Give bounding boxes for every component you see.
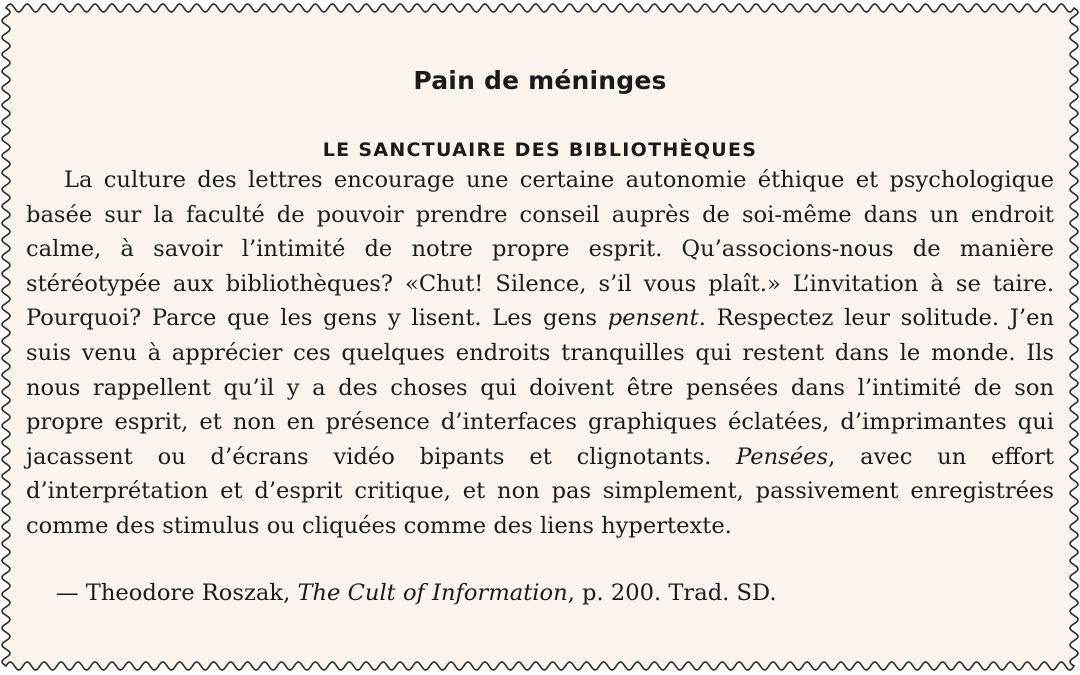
attribution-page: , p. 200. Trad. SD. [567, 579, 777, 606]
paragraph-part-1: La culture des lettres encourage une certaine autonomie éthique et psychologique basée sur la faculté de pouvoir prendre conseil auprès de soi-même dans un endroit calme, à savoir l’intimité de notre propre esprit. Qu’associons-nous de manière stéréotypée aux bibliothèques? «Chut! Silence, s’il vous plaît.» L’invitation à se taire. Pourquoi? Parce que les gens y lisent. Les gens [26, 167, 1054, 332]
body-paragraph [26, 163, 1054, 544]
paragraph-part-2: . Respectez leur solitude. J’en suis venu à apprécier ces quelques endroits tranquilles qui restent dans le monde. Ils nous rappellent qu’il y a des choses qui doivent être pensées dans l’intimité de son propre esprit, et non en présence d’interfaces graphiques éclatées, d’imprimantes qui jacassent ou d’écrans vidéo bipants et clignotants. [26, 305, 1054, 470]
box-title: Pain de méninges [413, 66, 667, 95]
section-heading: LE SANCTUAIRE DES BIBLIOTHÈQUES [322, 139, 758, 161]
attribution [56, 580, 1054, 606]
attribution-author: — Theodore Roszak, [56, 579, 298, 606]
attribution-work-title: The Cult of Information [297, 579, 568, 606]
emphasis-pensent: pensent [607, 305, 699, 332]
emphasis-pensees: Pensées [736, 443, 829, 470]
paragraph-part-3: , avec un effort d’interprétation et d’esprit critique, et non pas simplement, passivement enregistrées comme des stimulus ou cliquées comme des liens hypertexte. [26, 443, 1054, 539]
quote-box [26, 40, 1054, 606]
